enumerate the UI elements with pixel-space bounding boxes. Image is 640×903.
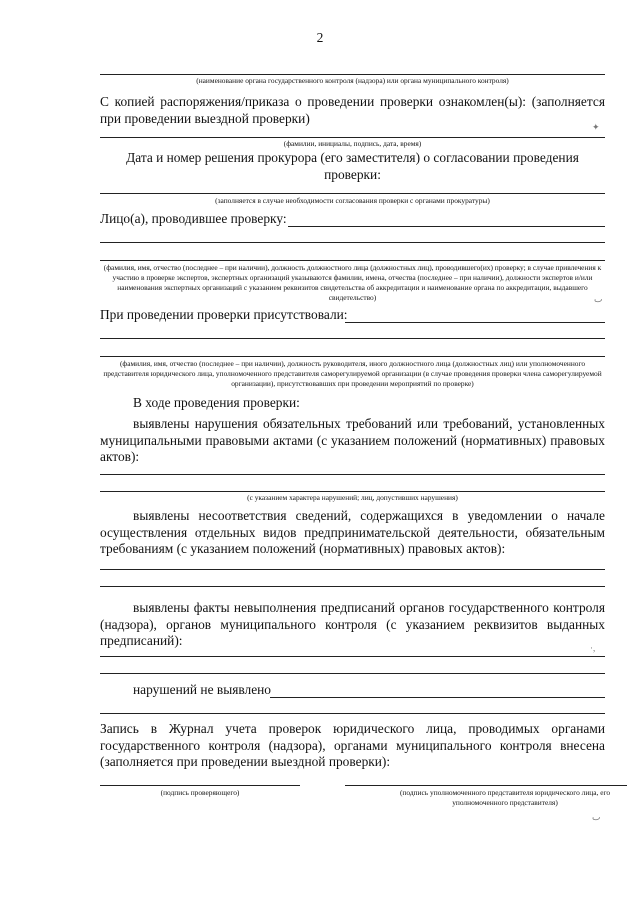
discrepancy-line-1: [100, 569, 605, 570]
representative-signature-caption: (подпись уполномоченного представителя юридического лица, его уполномоченного представителя): [399, 788, 611, 807]
violations-line-1: [100, 474, 605, 475]
no-violations-line-2: [100, 713, 605, 714]
prosecutor-caption: (заполняется в случае необходимости согласования проверки с органами прокуратуры): [215, 196, 490, 205]
inspector-label: Лицо(а), проводившее проверку:: [100, 211, 287, 226]
nonfulfillment-text: выявлены факты невыполнения предписаний органов государственного контроля (надзора), органов муниципального контроля (с указанием реквизитов выданных предписаний):: [100, 600, 605, 648]
violations-text: выявлены нарушения обязательных требований или требований, установленных муниципальными правовыми актами (с указанием положений (нормативных) правовых актов):: [100, 416, 605, 464]
present-line-2: [100, 338, 605, 339]
discrepancy-line-2: [100, 586, 605, 587]
org-name-line: [100, 74, 605, 75]
signature-caption: (фамилии, инициалы, подпись, дата, время): [283, 139, 422, 148]
nonfulfillment-line-1: [100, 656, 605, 657]
nonfulfillment-line-2: [100, 673, 605, 674]
inspector-line-2: [100, 242, 605, 243]
present-line-1: [345, 322, 605, 323]
scan-speck: ٮ: [594, 294, 603, 304]
during-label: В ходе проведения проверки:: [133, 395, 300, 410]
scan-speck: ·,: [590, 643, 596, 653]
copy-statement: С копией распоряжения/приказа о проведении проверки ознакомлен(ы): (заполняется при проведении выездной проверки): [100, 94, 605, 126]
inspector-caption: (фамилия, имя, отчество (последнее – при наличии), должность должностного лица (должностных лиц), проводившего(их) проверку; в случае привлечения к участию в проверке экспертов, экспертных организаций указываются фамилии, имена, отчества (последнее – при наличии), должности экспертов и/или наименования экспертных организаций с указанием реквизитов свидетельства об аккредитации и наименование органа по аккредитации, выдавшего свидетельство): [103, 263, 602, 302]
inspector-signature-line: [100, 785, 300, 786]
scan-speck: ٮ: [592, 812, 601, 822]
inspector-line-3: [100, 260, 605, 261]
prosecutor-label: Дата и номер решения прокурора (его заместителя) о согласовании проведения проверки:: [126, 150, 579, 182]
violations-line-2: [100, 491, 605, 492]
inspector-signature-caption: (подпись проверяющего): [160, 788, 240, 797]
page-number: 2: [316, 30, 324, 45]
inspector-line-1: [288, 226, 605, 227]
journal-text: Запись в Журнал учета проверок юридического лица, проводимых органами государственного контроля (надзора), органами муниципального контроля внесена (заполняется при проведении выездной проверки):: [100, 721, 605, 769]
present-caption: (фамилия, имя, отчество (последнее – при наличии), должность руководителя, иного должностного лица (должностных лиц) или уполномоченного представителя юридического лица, уполномоченного представителя саморегулируемой организации (в случае проведения проверки члена саморегулируемой организации), присутствовавших при проведении мероприятий по проверке): [103, 359, 602, 388]
present-line-3: [100, 356, 605, 357]
no-violations-label: нарушений не выявлено: [133, 682, 271, 697]
signature-line: [100, 137, 605, 138]
prosecutor-line: [100, 193, 605, 194]
present-label: При проведении проверки присутствовали:: [100, 307, 348, 322]
org-name-caption: (наименование органа государственного контроля (надзора) или органа муниципального контроля): [196, 76, 509, 85]
scan-speck: ✦: [592, 122, 600, 132]
representative-signature-line: [345, 785, 627, 786]
no-violations-line-1: [270, 697, 605, 698]
discrepancy-text: выявлены несоответствия сведений, содержащихся в уведомлении о начале осуществления отдельных видов предпринимательской деятельности, обязательным требованиям (с указанием положений (нормативных) правовых актов):: [100, 508, 605, 556]
violations-caption: (с указанием характера нарушений; лиц, допустивших нарушения): [247, 493, 458, 502]
